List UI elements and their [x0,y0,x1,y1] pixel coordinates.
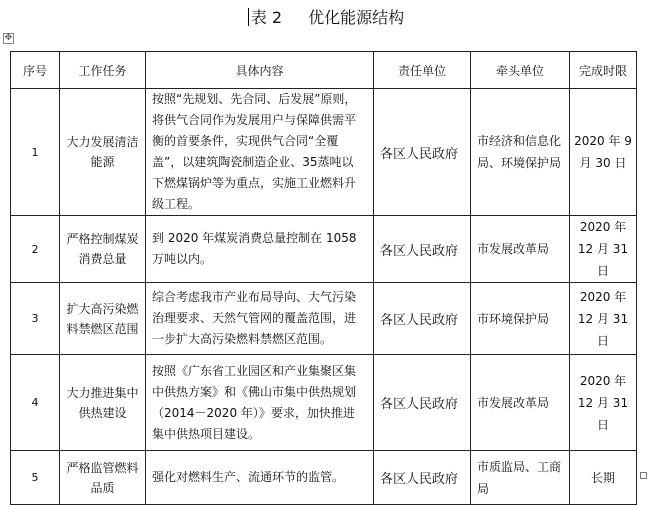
row-no: 1 [11,89,60,216]
row-lead: 市发展改革局 [471,216,570,283]
row-deadline: 2020 年 12 月 31 日 [570,283,637,355]
table-label: 表 2 [250,8,283,27]
header-task: 工作任务 [60,52,146,89]
table-row [11,89,637,216]
row-responsible: 各区人民政府 [374,216,471,283]
row-lead: 市质监局、工商局 [471,451,570,505]
table-row [11,216,637,283]
row-task: 大力发展清洁能源 [60,89,146,216]
row-responsible: 各区人民政府 [374,451,471,505]
header-deadline: 完成时限 [570,52,637,89]
table-row [11,283,637,355]
row-no: 2 [11,216,60,283]
header-responsible: 责任单位 [374,52,471,89]
row-content: 到 2020 年煤炭消费总量控制在 1058 万吨以内。 [146,216,374,283]
row-no: 3 [11,283,60,355]
row-deadline: 2020 年 12 月 31 日 [570,216,637,283]
row-no: 5 [11,451,60,505]
row-task: 大力推进集中供热建设 [60,355,146,451]
header-no: 序号 [11,52,60,89]
header-lead: 牵头单位 [471,52,570,89]
paragraph-end-mark-icon [640,472,647,479]
table-row [11,355,637,451]
table-header-row [11,52,637,89]
text-cursor [248,8,249,26]
row-content: 按照《广东省工业园区和产业集聚区集中供热方案》和《佛山市集中供热规划（2014－2020 年）》要求，加快推进集中供热项目建设。 [146,355,374,451]
row-content: 综合考虑我市产业布局导向、大气污染治理要求、天然气管网的覆盖范围，进一步扩大高污染燃料禁燃区范围。 [146,283,374,355]
row-responsible: 各区人民政府 [374,89,471,216]
row-no: 4 [11,355,60,451]
row-task: 扩大高污染燃料禁燃区范围 [60,283,146,355]
row-content: 强化对燃料生产、流通环节的监管。 [146,451,374,505]
row-deadline: 长期 [570,451,637,505]
table-caption [0,6,652,30]
row-lead: 市发展改革局 [471,355,570,451]
row-deadline: 2020 年 12 月 31 日 [570,355,637,451]
row-content: 按照“先规划、先合同、后发展”原则，将供气合同作为发展用户与保障供需平衡的首要条件，实现供气合同“全覆盖”，以建筑陶瓷制造企业、35蒸吨以下燃煤锅炉等为重点，实施工业燃料升级工程。 [146,89,374,216]
row-responsible: 各区人民政府 [374,355,471,451]
row-task: 严格控制煤炭消费总量 [60,216,146,283]
row-lead: 市经济和信息化局、环境保护局 [471,89,570,216]
table-move-handle-icon[interactable]: ✥ [4,33,13,43]
row-responsible: 各区人民政府 [374,283,471,355]
table-row [11,451,637,505]
row-deadline: 2020 年 9 月 30 日 [570,89,637,216]
energy-structure-table [10,51,637,505]
row-lead: 市环境保护局 [471,283,570,355]
header-content: 具体内容 [146,52,374,89]
table-title: 优化能源结构 [308,8,405,27]
row-task: 严格监管燃料品质 [60,451,146,505]
